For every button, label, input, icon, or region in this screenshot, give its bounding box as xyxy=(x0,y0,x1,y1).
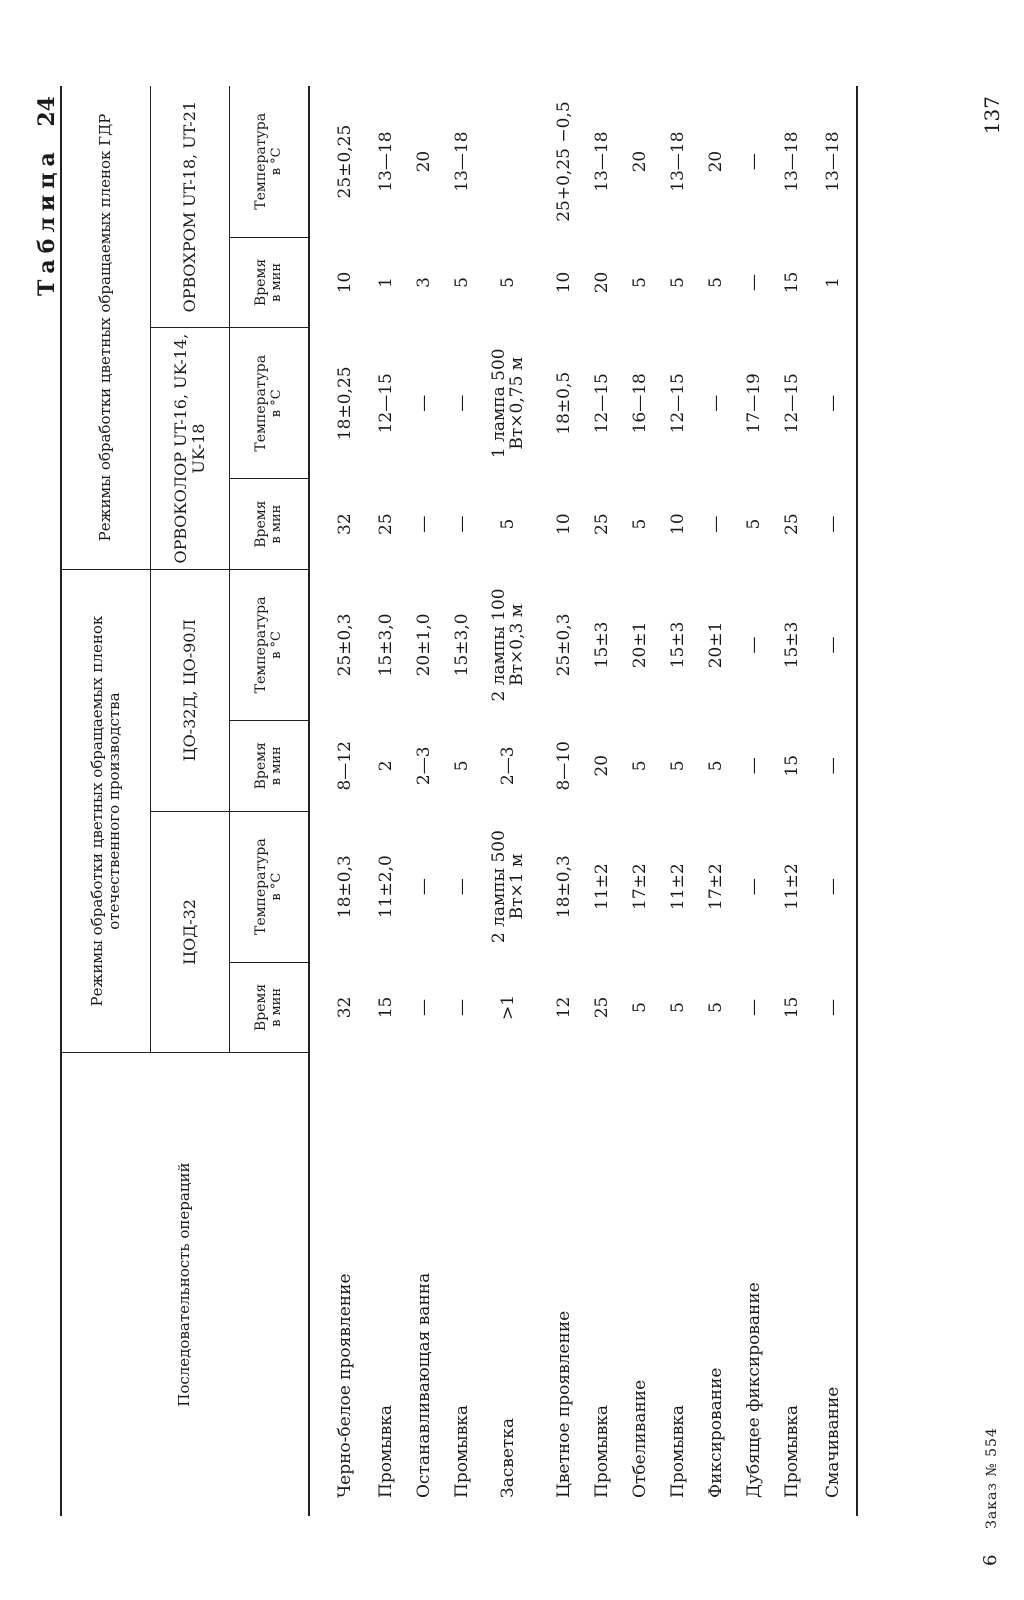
order-number: Заказ № 554 xyxy=(984,1427,1000,1529)
value-cell: 20±1,0 xyxy=(414,613,435,677)
value-cell: 1 xyxy=(812,237,857,328)
value-cell: — xyxy=(452,878,473,896)
caption-number: 24 xyxy=(34,96,60,127)
temp-header xyxy=(230,811,310,962)
value-cell: 11±2,0 xyxy=(376,855,397,919)
value-cell: 18±0,3 xyxy=(554,855,575,919)
value-cell: 15±3,0 xyxy=(376,613,397,677)
value-cell: 15±3 xyxy=(592,621,613,669)
value-cell: — xyxy=(744,998,765,1016)
temp-label: Температура xyxy=(253,596,270,694)
value-cell: 25±0,25 xyxy=(335,124,356,199)
group-header-domestic: Режимы обработки цветных обращаемых пленок отечественного производства xyxy=(61,569,151,1052)
time-label: Время xyxy=(253,500,270,548)
value-cell: 5 xyxy=(668,760,689,772)
value-cell: — xyxy=(744,636,765,654)
value-cell: — xyxy=(744,757,765,775)
value-cell: 10 xyxy=(668,513,689,535)
operation-cell: Засветка xyxy=(498,1417,519,1498)
value-cell: — xyxy=(812,569,857,720)
value-cell: — xyxy=(414,515,435,533)
operation-cell: Промывка xyxy=(452,1404,473,1498)
value-cell: — xyxy=(452,394,473,412)
temp-header xyxy=(230,569,310,720)
value-cell: 5 xyxy=(706,1002,727,1013)
table-row xyxy=(736,86,774,1516)
value-cell: 16—18 xyxy=(630,373,651,434)
value-cell: 12—15 xyxy=(782,373,803,434)
operation-cell: Промывка xyxy=(782,1404,803,1498)
time-header xyxy=(230,479,310,570)
value-cell: 25±0,3 xyxy=(554,613,575,677)
value-cell: — xyxy=(414,998,435,1016)
operation-cell: Отбеливание xyxy=(630,1379,651,1498)
value-cell: — xyxy=(414,394,435,412)
time-label: Время xyxy=(253,983,270,1032)
value-cell: 15±3 xyxy=(668,621,689,669)
time-unit: в мин xyxy=(268,504,284,544)
time-header xyxy=(230,237,310,328)
value-cell: 1 лампа 500 Вт×0,75 м xyxy=(489,348,527,459)
time-label: Время xyxy=(253,258,270,307)
temp-unit: в °С xyxy=(268,872,284,901)
operation-cell: Фиксирование xyxy=(706,1367,727,1498)
time-unit: в мин xyxy=(268,746,284,786)
temp-unit: в °С xyxy=(268,147,284,176)
temp-header xyxy=(230,86,310,237)
table-row xyxy=(309,86,368,1516)
temp-label: Температура xyxy=(253,838,270,935)
time-unit: в мин xyxy=(268,988,284,1027)
page-number: 137 xyxy=(980,96,1004,135)
value-cell: 10 xyxy=(554,513,575,535)
value-cell: 17±2 xyxy=(630,863,651,910)
value-cell: 12—15 xyxy=(592,373,613,434)
value-cell: — xyxy=(706,394,727,412)
value-cell: 5 xyxy=(744,518,765,530)
value-cell: — xyxy=(414,878,435,896)
temp-unit: в °С xyxy=(268,389,284,418)
value-cell: 5 xyxy=(706,277,727,288)
value-cell: — xyxy=(452,515,473,533)
value-cell: — xyxy=(812,811,857,962)
value-cell: 25±0,3 xyxy=(335,613,356,677)
value-cell: 15 xyxy=(376,996,397,1019)
value-cell xyxy=(482,86,536,237)
table-row xyxy=(536,86,584,1516)
value-cell: 5 xyxy=(452,277,473,288)
operation-cell: Цветное проявление xyxy=(554,1310,575,1498)
value-cell: — xyxy=(744,153,765,171)
table-row xyxy=(698,86,736,1516)
table-row xyxy=(406,86,444,1516)
value-cell: 15±3,0 xyxy=(452,613,473,677)
table-row xyxy=(660,86,698,1516)
value-cell: 5 xyxy=(668,277,689,288)
value-cell: — xyxy=(812,720,857,811)
value-cell: 5 xyxy=(668,1002,689,1013)
value-cell: 17±2 xyxy=(706,863,727,910)
time-header xyxy=(230,962,310,1053)
value-cell: 2 xyxy=(376,760,397,772)
value-cell: 5 xyxy=(498,277,519,288)
value-cell: 8—12 xyxy=(335,741,356,791)
value-cell: 10 xyxy=(554,271,575,294)
footer-imprint xyxy=(980,1427,1001,1566)
value-cell: 11±2 xyxy=(782,863,803,910)
value-cell: 2 лампы 100 Вт×0,3 м xyxy=(489,588,527,702)
value-cell: 11±2 xyxy=(592,863,613,910)
value-cell: 11±2 xyxy=(668,863,689,910)
value-cell: 25 xyxy=(782,513,803,535)
value-cell: 5 xyxy=(706,760,727,772)
value-cell: 25+0,25 −0,5 xyxy=(554,101,575,222)
value-cell: 2—3 xyxy=(498,746,519,786)
value-cell: — xyxy=(812,962,857,1053)
operation-cell: Промывка xyxy=(592,1404,613,1498)
value-cell: 13—18 xyxy=(592,131,613,192)
value-cell: 15±3 xyxy=(782,621,803,669)
value-cell: 20 xyxy=(706,150,727,173)
value-cell: 18±0,5 xyxy=(554,371,575,435)
value-cell: 5 xyxy=(452,760,473,772)
film-header-orwocolor: ОРВОКОЛОР UT-16, UK-14, UK-18 xyxy=(151,328,230,570)
operations-header: Последовательность операций xyxy=(61,1053,309,1516)
operation-cell: Смачивание xyxy=(812,1053,857,1516)
value-cell: 1 xyxy=(376,277,397,288)
value-cell: 32 xyxy=(335,513,356,535)
value-cell: 15 xyxy=(782,754,803,777)
film-header-orwochrom: ОРВОХРОМ UT-18, UT-21 xyxy=(151,86,230,328)
value-cell: 17—19 xyxy=(744,373,765,434)
temp-unit: в °С xyxy=(268,631,284,659)
table-row xyxy=(774,86,812,1516)
table-row xyxy=(812,86,857,1516)
value-cell: >1 xyxy=(498,994,519,1020)
operation-cell: Промывка xyxy=(376,1404,397,1498)
value-cell: 3 xyxy=(414,277,435,288)
table-row xyxy=(444,86,482,1516)
film-header-cod32: ЦОД-32 xyxy=(151,811,230,1053)
value-cell: — xyxy=(706,515,727,533)
value-cell: 20 xyxy=(592,271,613,294)
value-cell: 8—10 xyxy=(554,741,575,791)
value-cell: 15 xyxy=(782,271,803,294)
value-cell: — xyxy=(744,273,765,291)
value-cell: 2 лампы 500 Вт×1 м xyxy=(489,830,527,944)
value-cell: 5 xyxy=(630,1002,651,1013)
value-cell: 13—18 xyxy=(782,131,803,192)
value-cell: 20 xyxy=(630,150,651,173)
operation-cell: Дубящее фиксирование xyxy=(744,1282,765,1498)
value-cell: — xyxy=(812,328,857,479)
value-cell: 13—18 xyxy=(812,86,857,237)
value-cell: 5 xyxy=(498,518,519,530)
film-header-co32d: ЦО-32Д, ЦО-90Л xyxy=(151,569,230,811)
value-cell: 25 xyxy=(592,996,613,1019)
value-cell: — xyxy=(744,878,765,896)
temp-label: Температура xyxy=(253,112,270,210)
value-cell: — xyxy=(812,479,857,570)
value-cell: 2—3 xyxy=(414,746,435,786)
value-cell: 20 xyxy=(414,150,435,173)
value-cell: 5 xyxy=(630,277,651,288)
value-cell: 13—18 xyxy=(668,131,689,192)
value-cell: 12—15 xyxy=(668,373,689,434)
value-cell: 5 xyxy=(630,518,651,530)
table-row xyxy=(622,86,660,1516)
temp-header xyxy=(230,328,310,479)
value-cell: 20±1 xyxy=(706,621,727,669)
table-row xyxy=(482,86,536,1516)
time-unit: в мин xyxy=(268,262,284,302)
value-cell: 15 xyxy=(782,996,803,1019)
value-cell: 13—18 xyxy=(376,131,397,192)
value-cell: 25 xyxy=(376,513,397,535)
table-caption xyxy=(34,96,60,296)
value-cell: 10 xyxy=(335,271,356,294)
value-cell: 13—18 xyxy=(452,131,473,192)
value-cell: 5 xyxy=(630,760,651,772)
value-cell: 25 xyxy=(592,513,613,535)
value-cell: 32 xyxy=(335,996,356,1019)
operation-cell: Черно-белое проявление xyxy=(335,1273,356,1498)
value-cell: 18±0,25 xyxy=(335,366,356,441)
value-cell: 20±1 xyxy=(630,621,651,669)
value-cell: 12 xyxy=(554,996,575,1019)
table-row xyxy=(584,86,622,1516)
section-mark: 6 xyxy=(980,1554,1001,1566)
time-label: Время xyxy=(253,742,270,790)
value-cell: 12—15 xyxy=(376,373,397,434)
operation-cell: Останавливающая ванна xyxy=(414,1272,435,1498)
time-header xyxy=(230,720,310,811)
group-header-gdr: Режимы обработки цветных обращаемых пленок ГДР xyxy=(61,86,151,569)
caption-word: Таблица xyxy=(34,146,60,296)
operation-cell: Промывка xyxy=(668,1404,689,1498)
value-cell: — xyxy=(452,998,473,1016)
value-cell: 20 xyxy=(592,754,613,777)
table-row xyxy=(368,86,406,1516)
value-cell: 18±0,3 xyxy=(335,855,356,919)
temp-label: Температура xyxy=(253,354,270,452)
processing-table xyxy=(60,86,858,1516)
